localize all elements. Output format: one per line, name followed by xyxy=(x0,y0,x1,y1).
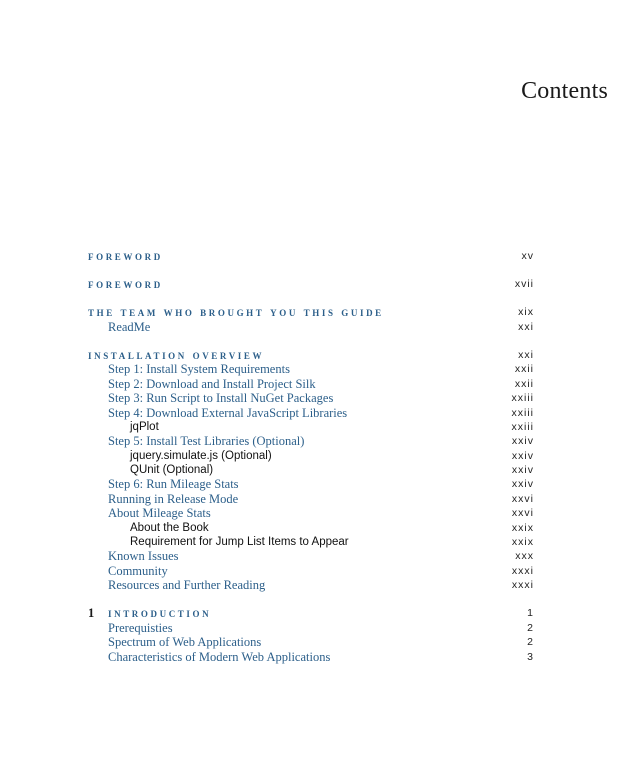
toc-page-number: 1 xyxy=(527,607,534,620)
toc-page-number: xxxi xyxy=(511,564,534,577)
toc-entry-label[interactable]: About Mileage Stats xyxy=(108,506,211,521)
toc-chapter-row xyxy=(88,606,534,620)
toc-section-row[interactable] xyxy=(88,362,534,376)
toc-entry-label[interactable]: Prerequisties xyxy=(108,620,173,635)
toc-page-number: xix xyxy=(518,306,534,319)
toc-entry-label[interactable]: ReadMe xyxy=(108,319,151,334)
toc-entry-label[interactable]: Resources and Further Reading xyxy=(108,578,266,593)
toc-page-number: xxvi xyxy=(511,492,534,505)
toc-page-number: xxix xyxy=(511,536,534,549)
toc-page-number: 3 xyxy=(527,650,534,663)
toc-section-row[interactable] xyxy=(88,549,534,563)
toc-entry-label[interactable]: Step 4: Download External JavaScript Libraries xyxy=(108,405,348,420)
toc-subsection-row xyxy=(88,420,534,434)
toc-entry-label: foreword xyxy=(88,277,163,292)
toc-section-row[interactable] xyxy=(88,564,534,578)
toc-entry-label[interactable]: Known Issues xyxy=(108,549,179,564)
toc-section-row[interactable] xyxy=(88,406,534,420)
toc-section-row[interactable] xyxy=(88,635,534,649)
toc-section-row[interactable] xyxy=(88,477,534,491)
toc-spacer xyxy=(88,593,534,607)
toc-section-row[interactable] xyxy=(88,621,534,635)
toc-page-number: xv xyxy=(521,250,534,262)
page-title: Contents xyxy=(521,78,608,105)
toc-page-number: 2 xyxy=(527,621,534,634)
toc-entry-label[interactable]: Step 6: Run Mileage Stats xyxy=(108,477,239,492)
toc-section-row[interactable] xyxy=(88,492,534,506)
toc-page-number: xxii xyxy=(514,377,534,390)
toc-chapter-row xyxy=(88,305,534,319)
toc-entry-label[interactable]: Characteristics of Modern Web Applications xyxy=(108,649,331,664)
toc-page-number: xxxi xyxy=(511,579,534,592)
toc-chapter-row xyxy=(88,277,534,291)
toc-chapter-number: 1 xyxy=(88,606,95,621)
toc-page-number: xxvi xyxy=(511,507,534,520)
table-of-contents xyxy=(88,249,534,664)
toc-entry-label[interactable]: Step 1: Install System Requirements xyxy=(108,362,290,377)
toc-page-number: xxiv xyxy=(511,449,534,462)
toc-entry-label[interactable]: Step 5: Install Test Libraries (Optional) xyxy=(108,434,305,449)
toc-spacer xyxy=(88,334,534,348)
toc-subsection-row xyxy=(88,535,534,549)
toc-page-number: xxiv xyxy=(511,435,534,448)
toc-entry-label[interactable]: Community xyxy=(108,563,168,578)
toc-page-number: xxiii xyxy=(511,420,534,433)
toc-page-number: xxx xyxy=(515,550,534,563)
toc-page-number: xvii xyxy=(514,278,534,291)
toc-entry-label[interactable]: Step 2: Download and Install Project Silk xyxy=(108,376,316,391)
toc-spacer xyxy=(88,292,534,306)
toc-page-number: xxiii xyxy=(511,392,534,405)
toc-section-row[interactable] xyxy=(88,320,534,334)
toc-page-number: xxii xyxy=(514,363,534,376)
toc-page-number: xxiii xyxy=(511,406,534,419)
toc-entry-label[interactable]: Running in Release Mode xyxy=(108,491,239,506)
toc-section-row[interactable] xyxy=(88,377,534,391)
toc-page-number: xxiv xyxy=(511,464,534,477)
toc-entry-label: jquery.simulate.js (Optional) xyxy=(130,449,272,462)
toc-spacer xyxy=(88,263,534,277)
toc-chapter-row xyxy=(88,348,534,362)
toc-section-row[interactable] xyxy=(88,434,534,448)
toc-page-number: xxi xyxy=(518,348,534,361)
toc-subsection-row xyxy=(88,449,534,463)
toc-section-row[interactable] xyxy=(88,506,534,520)
toc-entry-label[interactable]: Spectrum of Web Applications xyxy=(108,635,262,650)
toc-section-row[interactable] xyxy=(88,578,534,592)
toc-section-row[interactable] xyxy=(88,391,534,405)
toc-entry-label: About the Book xyxy=(130,521,209,534)
toc-entry-label: introduction xyxy=(108,606,212,621)
toc-page-number: 2 xyxy=(527,636,534,649)
toc-entry-label: the team who brought you this guide xyxy=(88,305,384,320)
toc-page-number: xxi xyxy=(518,320,534,333)
toc-page-number: xxix xyxy=(511,521,534,534)
toc-entry-label[interactable]: Step 3: Run Script to Install NuGet Packages xyxy=(108,391,334,406)
toc-entry-label: QUnit (Optional) xyxy=(130,464,214,477)
toc-entry-label: installation overview xyxy=(88,347,265,362)
toc-entry-label: foreword xyxy=(88,249,163,263)
toc-chapter-row xyxy=(88,249,534,263)
toc-page-number: xxiv xyxy=(511,478,534,491)
toc-section-row[interactable] xyxy=(88,650,534,664)
toc-subsection-row xyxy=(88,521,534,535)
toc-subsection-row xyxy=(88,463,534,477)
toc-entry-label: Requirement for Jump List Items to Appear xyxy=(130,536,349,549)
toc-entry-label: jqPlot xyxy=(130,420,159,433)
